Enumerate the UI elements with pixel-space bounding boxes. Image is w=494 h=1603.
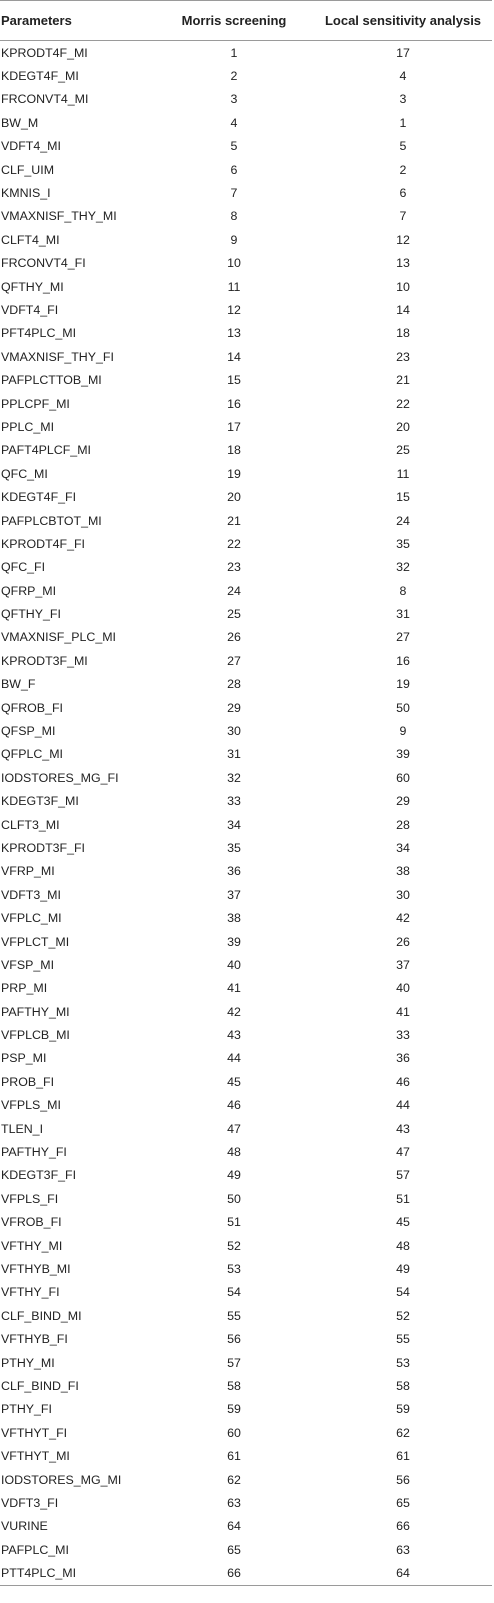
cell-local-rank: 65 bbox=[396, 1495, 410, 1510]
cell-morris-rank: 45 bbox=[227, 1074, 241, 1089]
cell-morris-rank: 47 bbox=[227, 1121, 241, 1136]
cell-morris-rank: 13 bbox=[227, 326, 241, 341]
cell-local-rank: 51 bbox=[396, 1191, 410, 1206]
cell-parameter: VFTHYT_MI bbox=[1, 1449, 70, 1464]
cell-parameter: VFROB_FI bbox=[1, 1215, 62, 1230]
cell-parameter: PTHY_FI bbox=[1, 1402, 52, 1417]
cell-parameter: VFTHYB_FI bbox=[1, 1332, 68, 1347]
cell-parameter: QFTHY_FI bbox=[1, 607, 61, 622]
cell-local-rank: 1 bbox=[399, 115, 407, 130]
table-row bbox=[0, 930, 492, 953]
cell-morris-rank: 35 bbox=[227, 840, 241, 855]
table-row bbox=[0, 836, 492, 859]
cell-morris-rank: 11 bbox=[227, 279, 241, 294]
cell-local-rank: 2 bbox=[399, 162, 407, 177]
cell-morris-rank: 4 bbox=[230, 115, 238, 130]
table-row bbox=[0, 1468, 492, 1491]
table-row bbox=[0, 1398, 492, 1421]
cell-morris-rank: 43 bbox=[227, 1028, 241, 1043]
cell-parameter: VFRP_MI bbox=[1, 864, 55, 879]
cell-morris-rank: 46 bbox=[227, 1098, 241, 1113]
cell-parameter: VFTHYB_MI bbox=[1, 1262, 71, 1276]
cell-local-rank: 21 bbox=[396, 373, 410, 388]
cell-parameter: VDFT3_MI bbox=[1, 887, 61, 902]
table-row bbox=[0, 1070, 492, 1093]
cell-morris-rank: 32 bbox=[227, 770, 241, 785]
cell-morris-rank: 26 bbox=[227, 630, 241, 645]
cell-morris-rank: 55 bbox=[227, 1308, 241, 1323]
cell-parameter: CLF_BIND_MI bbox=[1, 1308, 82, 1323]
cell-morris-rank: 40 bbox=[227, 957, 241, 972]
cell-morris-rank: 23 bbox=[227, 560, 241, 575]
cell-parameter: PPLCPF_MI bbox=[1, 396, 70, 411]
cell-local-rank: 46 bbox=[396, 1074, 410, 1089]
cell-parameter: CLF_UIM bbox=[1, 162, 55, 177]
cell-parameter: KPRODT4F_FI bbox=[1, 536, 85, 551]
header-parameters: Parameters bbox=[0, 0, 154, 41]
cell-parameter: CLF_BIND_FI bbox=[1, 1378, 79, 1393]
table-row bbox=[0, 696, 492, 719]
cell-parameter: VFPLS_MI bbox=[1, 1098, 61, 1113]
table-row bbox=[0, 579, 492, 602]
cell-local-rank: 36 bbox=[396, 1051, 410, 1066]
table-row bbox=[0, 719, 492, 742]
cell-local-rank: 3 bbox=[399, 92, 407, 107]
cell-local-rank: 40 bbox=[396, 981, 410, 996]
table-row bbox=[0, 1421, 492, 1444]
table-row bbox=[0, 602, 492, 625]
cell-parameter: PFT4PLC_MI bbox=[1, 326, 77, 341]
table-body bbox=[0, 41, 492, 1586]
cell-parameter: VDFT4_FI bbox=[1, 302, 59, 317]
cell-morris-rank: 66 bbox=[154, 1561, 314, 1585]
cell-morris-rank: 57 bbox=[227, 1355, 241, 1370]
table-row bbox=[0, 88, 492, 111]
header-row bbox=[0, 0, 492, 41]
cell-morris-rank: 10 bbox=[227, 256, 241, 271]
cell-parameter: KPRODT3F_MI bbox=[1, 653, 88, 668]
cell-morris-rank: 63 bbox=[227, 1495, 241, 1510]
cell-parameter: VFPLS_FI bbox=[1, 1191, 59, 1206]
cell-parameter: VDFT4_MI bbox=[1, 139, 61, 154]
cell-morris-rank: 42 bbox=[227, 1004, 241, 1019]
cell-local-rank: 39 bbox=[396, 747, 410, 762]
table-row bbox=[0, 1281, 492, 1304]
cell-local-rank: 20 bbox=[396, 419, 410, 434]
table-row bbox=[0, 135, 492, 158]
cell-local-rank: 6 bbox=[399, 186, 407, 201]
cell-morris-rank: 24 bbox=[227, 583, 241, 598]
cell-morris-rank: 34 bbox=[227, 817, 241, 832]
cell-parameter: PAFTHY_FI bbox=[1, 1145, 67, 1160]
cell-parameter: VFPLCT_MI bbox=[1, 934, 70, 949]
cell-morris-rank: 28 bbox=[227, 677, 241, 692]
cell-morris-rank: 54 bbox=[227, 1285, 241, 1300]
cell-local-rank: 10 bbox=[396, 279, 410, 294]
cell-parameter: KDEGT4F_MI bbox=[1, 69, 79, 84]
table-row bbox=[0, 1164, 492, 1187]
cell-morris-rank: 31 bbox=[227, 747, 241, 762]
cell-local-rank: 31 bbox=[396, 607, 410, 622]
cell-local-rank: 55 bbox=[396, 1332, 410, 1347]
cell-local-rank: 33 bbox=[396, 1028, 410, 1043]
table-row bbox=[0, 953, 492, 976]
cell-local-rank: 66 bbox=[396, 1519, 410, 1534]
cell-morris-rank: 17 bbox=[227, 419, 241, 434]
table-row bbox=[0, 64, 492, 87]
cell-local-rank: 23 bbox=[396, 349, 410, 364]
cell-local-rank: 11 bbox=[396, 466, 410, 481]
cell-morris-rank: 41 bbox=[227, 981, 241, 996]
cell-parameter: VFSP_MI bbox=[1, 957, 55, 972]
cell-local-rank: 45 bbox=[396, 1215, 410, 1230]
cell-morris-rank: 60 bbox=[227, 1425, 241, 1440]
cell-local-rank: 38 bbox=[396, 864, 410, 879]
table-row bbox=[0, 906, 492, 929]
table-row bbox=[0, 322, 492, 345]
cell-parameter: BW_M bbox=[1, 115, 39, 130]
cell-parameter: PAFPLCBTOT_MI bbox=[1, 513, 102, 528]
cell-parameter: QFSP_MI bbox=[1, 724, 56, 739]
table-row bbox=[0, 626, 492, 649]
cell-morris-rank: 21 bbox=[227, 513, 241, 528]
table-row bbox=[0, 228, 492, 251]
table-row bbox=[0, 41, 492, 65]
cell-parameter: IODSTORES_MG_FI bbox=[1, 770, 119, 785]
cell-local-rank: 13 bbox=[396, 256, 410, 271]
cell-local-rank: 52 bbox=[396, 1308, 410, 1323]
cell-morris-rank: 37 bbox=[227, 887, 241, 902]
cell-local-rank: 64 bbox=[314, 1561, 492, 1585]
table-row bbox=[0, 158, 492, 181]
cell-morris-rank: 8 bbox=[230, 209, 238, 224]
cell-morris-rank: 27 bbox=[227, 653, 241, 668]
cell-local-rank: 30 bbox=[396, 887, 410, 902]
cell-parameter: PAFPLC_MI bbox=[1, 1542, 69, 1557]
cell-local-rank: 29 bbox=[396, 794, 410, 809]
table-row bbox=[0, 111, 492, 134]
table-row bbox=[0, 1374, 492, 1397]
table-row bbox=[0, 1117, 492, 1140]
cell-local-rank: 49 bbox=[396, 1262, 410, 1276]
cell-local-rank: 32 bbox=[396, 560, 410, 575]
table-row bbox=[0, 860, 492, 883]
cell-morris-rank: 15 bbox=[227, 373, 241, 388]
cell-morris-rank: 64 bbox=[227, 1519, 241, 1534]
table-row bbox=[0, 766, 492, 789]
table-row bbox=[0, 1211, 492, 1234]
table-row bbox=[0, 1023, 492, 1046]
table-row bbox=[0, 532, 492, 555]
cell-local-rank: 22 bbox=[396, 396, 410, 411]
cell-parameter: CLFT3_MI bbox=[1, 817, 60, 832]
cell-local-rank: 47 bbox=[396, 1145, 410, 1160]
cell-parameter: QFPLC_MI bbox=[1, 747, 63, 762]
cell-local-rank: 19 bbox=[396, 677, 410, 692]
table-row bbox=[0, 556, 492, 579]
table-row bbox=[0, 649, 492, 672]
cell-local-rank: 43 bbox=[396, 1121, 410, 1136]
table-row bbox=[0, 485, 492, 508]
table-row bbox=[0, 181, 492, 204]
cell-morris-rank: 49 bbox=[227, 1168, 241, 1183]
cell-parameter: VFTHYT_FI bbox=[1, 1425, 68, 1440]
cell-parameter: BW_F bbox=[1, 677, 36, 692]
cell-local-rank: 26 bbox=[396, 934, 410, 949]
cell-parameter: CLFT4_MI bbox=[1, 232, 60, 247]
table-row bbox=[0, 1187, 492, 1210]
table-row bbox=[0, 1538, 492, 1561]
cell-parameter: PSP_MI bbox=[1, 1051, 47, 1066]
table-row bbox=[0, 345, 492, 368]
table-row bbox=[0, 1351, 492, 1374]
cell-morris-rank: 18 bbox=[227, 443, 241, 458]
cell-parameter: VFTHY_FI bbox=[1, 1285, 60, 1300]
cell-local-rank: 18 bbox=[396, 326, 410, 341]
cell-local-rank: 35 bbox=[396, 536, 410, 551]
table-row bbox=[0, 1140, 492, 1163]
cell-local-rank: 54 bbox=[396, 1285, 410, 1300]
cell-morris-rank: 36 bbox=[227, 864, 241, 879]
cell-morris-rank: 2 bbox=[230, 69, 238, 84]
cell-local-rank: 42 bbox=[396, 911, 410, 926]
cell-morris-rank: 53 bbox=[227, 1262, 241, 1276]
cell-local-rank: 15 bbox=[396, 490, 410, 505]
cell-parameter: FRCONVT4_FI bbox=[1, 256, 86, 271]
table-row bbox=[0, 368, 492, 391]
cell-parameter: QFRP_MI bbox=[1, 583, 57, 598]
table-row bbox=[0, 392, 492, 415]
table-row bbox=[0, 1094, 492, 1117]
cell-morris-rank: 58 bbox=[227, 1378, 241, 1393]
cell-morris-rank: 3 bbox=[230, 92, 238, 107]
cell-parameter: PTHY_MI bbox=[1, 1355, 55, 1370]
cell-local-rank: 57 bbox=[396, 1168, 410, 1183]
cell-morris-rank: 44 bbox=[227, 1051, 241, 1066]
cell-morris-rank: 62 bbox=[227, 1472, 241, 1487]
cell-parameter: PRP_MI bbox=[1, 981, 48, 996]
table-row bbox=[0, 977, 492, 1000]
table-row bbox=[0, 205, 492, 228]
cell-local-rank: 5 bbox=[399, 139, 407, 154]
table-row bbox=[0, 275, 492, 298]
cell-parameter: VDFT3_FI bbox=[1, 1495, 59, 1510]
cell-morris-rank: 9 bbox=[230, 232, 238, 247]
table-row bbox=[0, 252, 492, 275]
cell-morris-rank: 20 bbox=[227, 490, 241, 505]
cell-parameter: QFTHY_MI bbox=[1, 279, 64, 294]
cell-local-rank: 27 bbox=[396, 630, 410, 645]
cell-parameter: PPLC_MI bbox=[1, 419, 55, 434]
cell-morris-rank: 19 bbox=[227, 466, 241, 481]
cell-morris-rank: 14 bbox=[227, 349, 241, 364]
table-row bbox=[0, 462, 492, 485]
table-row bbox=[0, 1257, 492, 1280]
cell-parameter: TLEN_I bbox=[1, 1121, 44, 1136]
table-row bbox=[0, 1047, 492, 1070]
cell-parameter: VMAXNISF_PLC_MI bbox=[1, 630, 116, 645]
cell-parameter: KDEGT3F_MI bbox=[1, 794, 79, 809]
cell-local-rank: 4 bbox=[399, 69, 407, 84]
cell-parameter: KDEGT4F_FI bbox=[1, 490, 77, 505]
table-row bbox=[0, 509, 492, 532]
cell-local-rank: 17 bbox=[396, 45, 410, 60]
cell-local-rank: 56 bbox=[396, 1472, 410, 1487]
cell-morris-rank: 51 bbox=[227, 1215, 241, 1230]
header-local-sensitivity: Local sensitivity analysis bbox=[314, 0, 492, 41]
cell-parameter: VFPLCB_MI bbox=[1, 1028, 70, 1043]
table-row bbox=[0, 1444, 492, 1467]
cell-local-rank: 28 bbox=[396, 817, 410, 832]
table-row bbox=[0, 1515, 492, 1538]
table-row bbox=[0, 1234, 492, 1257]
cell-local-rank: 48 bbox=[396, 1238, 410, 1253]
table-row bbox=[0, 1000, 492, 1023]
header-morris-screening: Morris screening bbox=[154, 0, 314, 41]
table-row bbox=[0, 1304, 492, 1327]
cell-local-rank: 37 bbox=[396, 957, 410, 972]
cell-parameter: VFTHY_MI bbox=[1, 1238, 63, 1253]
table-row bbox=[0, 415, 492, 438]
cell-parameter: PAFTHY_MI bbox=[1, 1004, 70, 1019]
cell-local-rank: 12 bbox=[396, 232, 410, 247]
table-row bbox=[0, 298, 492, 321]
cell-local-rank: 44 bbox=[396, 1098, 410, 1113]
cell-parameter: VMAXNISF_THY_MI bbox=[1, 209, 117, 224]
cell-local-rank: 34 bbox=[396, 840, 410, 855]
cell-parameter: VFPLC_MI bbox=[1, 911, 62, 926]
cell-local-rank: 58 bbox=[396, 1378, 410, 1393]
cell-parameter: PAFT4PLCF_MI bbox=[1, 443, 91, 458]
cell-morris-rank: 25 bbox=[227, 607, 241, 622]
cell-parameter: IODSTORES_MG_MI bbox=[1, 1472, 122, 1487]
cell-morris-rank: 65 bbox=[227, 1542, 241, 1557]
cell-parameter: QFC_MI bbox=[1, 466, 48, 481]
cell-local-rank: 41 bbox=[396, 1004, 410, 1019]
cell-local-rank: 7 bbox=[399, 209, 407, 224]
cell-parameter: PTT4PLC_MI bbox=[0, 1561, 154, 1585]
cell-morris-rank: 7 bbox=[230, 186, 238, 201]
cell-parameter: FRCONVT4_MI bbox=[1, 92, 89, 107]
cell-morris-rank: 6 bbox=[230, 162, 238, 177]
table-row bbox=[0, 1491, 492, 1514]
cell-local-rank: 16 bbox=[396, 653, 410, 668]
cell-parameter: KDEGT3F_FI bbox=[1, 1168, 77, 1183]
cell-morris-rank: 1 bbox=[230, 45, 238, 60]
cell-parameter: KMNIS_I bbox=[1, 186, 51, 201]
table-row bbox=[0, 1327, 492, 1350]
cell-morris-rank: 29 bbox=[227, 700, 241, 715]
cell-morris-rank: 61 bbox=[227, 1449, 241, 1464]
table-row bbox=[0, 673, 492, 696]
cell-morris-rank: 48 bbox=[227, 1145, 241, 1160]
cell-parameter: KPRODT4F_MI bbox=[1, 45, 88, 60]
cell-parameter: VURINE bbox=[1, 1519, 48, 1534]
cell-parameter: QFC_FI bbox=[1, 560, 46, 575]
cell-local-rank: 63 bbox=[396, 1542, 410, 1557]
cell-parameter: QFROB_FI bbox=[1, 700, 63, 715]
cell-local-rank: 9 bbox=[399, 724, 407, 739]
cell-morris-rank: 59 bbox=[227, 1402, 241, 1417]
cell-local-rank: 25 bbox=[396, 443, 410, 458]
cell-parameter: PROB_FI bbox=[1, 1074, 55, 1089]
cell-local-rank: 53 bbox=[396, 1355, 410, 1370]
cell-morris-rank: 5 bbox=[230, 139, 238, 154]
cell-local-rank: 24 bbox=[396, 513, 410, 528]
cell-morris-rank: 16 bbox=[227, 396, 241, 411]
table-row bbox=[0, 439, 492, 462]
cell-local-rank: 62 bbox=[396, 1425, 410, 1440]
table-row bbox=[0, 883, 492, 906]
cell-parameter: PAFPLCTTOB_MI bbox=[1, 373, 102, 388]
table-row bbox=[0, 743, 492, 766]
cell-morris-rank: 12 bbox=[227, 302, 241, 317]
cell-local-rank: 59 bbox=[396, 1402, 410, 1417]
cell-morris-rank: 39 bbox=[227, 934, 241, 949]
cell-morris-rank: 50 bbox=[227, 1191, 241, 1206]
cell-morris-rank: 38 bbox=[227, 911, 241, 926]
cell-parameter: KPRODT3F_FI bbox=[1, 840, 85, 855]
cell-local-rank: 14 bbox=[396, 302, 410, 317]
cell-parameter: VMAXNISF_THY_FI bbox=[1, 349, 114, 364]
cell-local-rank: 8 bbox=[399, 583, 407, 598]
table-row bbox=[0, 790, 492, 813]
cell-morris-rank: 22 bbox=[227, 536, 241, 551]
cell-morris-rank: 52 bbox=[227, 1238, 241, 1253]
cell-local-rank: 50 bbox=[396, 700, 410, 715]
cell-morris-rank: 30 bbox=[227, 724, 241, 739]
cell-local-rank: 61 bbox=[396, 1449, 410, 1464]
cell-morris-rank: 56 bbox=[227, 1332, 241, 1347]
cell-local-rank: 60 bbox=[396, 770, 410, 785]
table-row bbox=[0, 1561, 492, 1585]
table-row bbox=[0, 813, 492, 836]
cell-morris-rank: 33 bbox=[227, 794, 241, 809]
